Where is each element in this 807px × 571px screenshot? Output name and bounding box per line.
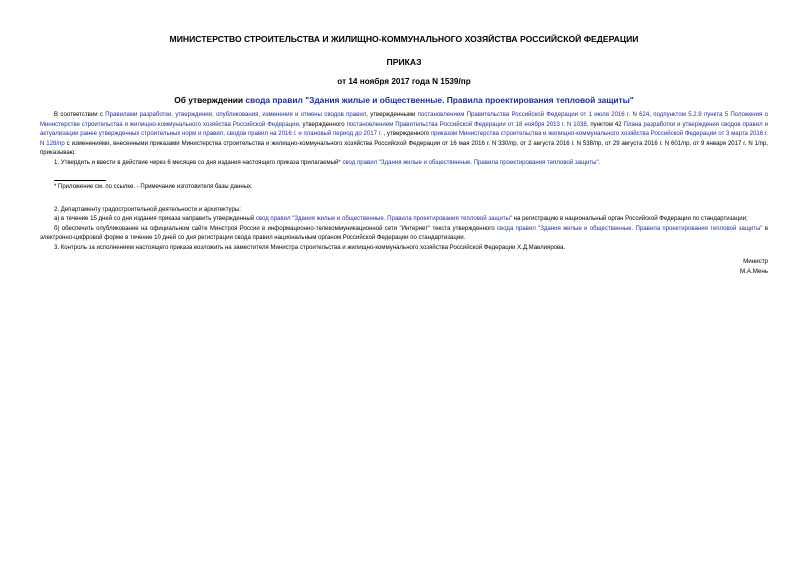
preamble-text: , пунктом 42: [586, 121, 624, 128]
preamble-text: , утвержденного: [381, 131, 431, 138]
link-order-128[interactable]: приказом Министерства строительства и жилищно-коммунального хозяйства Российской Федерации от 3 марта 2016 г. N 128/пр: [40, 131, 768, 147]
item-2a-text: на регистрацию в национальный орган Российской Федерации по стандартизации;: [512, 216, 748, 223]
order-title-prefix: Об утверждении: [174, 95, 246, 105]
preamble-text: с изменениями, внесенными приказами Министерства строительства и жилищно-коммунального хозяйства Российской Федерации от 16 мая 2016 г. N 330/пр, от 2 августа 2016 г. N 538/пр, от 29 августа 2016 г. N 601/пр, от 9 января 2017 г. N 1/пр, приказываю:: [40, 140, 768, 157]
preamble-text: ,: [649, 112, 654, 118]
preamble-paragraph: [40, 111, 768, 159]
order-date-number: от 14 ноября 2017 года N 1539/пр: [337, 77, 471, 86]
signature-name: М.А.Мень: [739, 267, 768, 275]
ministry-heading: МИНИСТЕРСТВО СТРОИТЕЛЬСТВА И ЖИЛИЩНО-КОММУНАЛЬНОГО ХОЗЯЙСТВА РОССИЙСКОЙ ФЕДЕРАЦИИ: [169, 34, 639, 44]
preamble-text: В соответствии с: [54, 112, 106, 118]
item-2b-paragraph: [40, 225, 768, 244]
item-1-paragraph: [40, 159, 768, 169]
signature-block: [40, 257, 768, 277]
link-regulation[interactable]: подпунктом 5.2.9 пункта 5 Положения о Министерстве строительства и жилищно-коммунального хозяйства Российской Федерации: [40, 112, 768, 128]
item-2a-paragraph: [40, 215, 768, 225]
document-body: [40, 111, 768, 277]
order-heading: ПРИКАЗ: [386, 57, 422, 67]
item-2-intro: 2. Департаменту градостроительной деятельности и архитектуры:: [54, 206, 241, 213]
link-code-of-rules-2b[interactable]: свода правил "Здания жилые и общественные. Правила проектирования тепловой защиты": [497, 225, 763, 232]
signature-position: Министр: [743, 257, 768, 265]
footnote: * Приложение см. по ссылке. - Примечание изготовителя базы данных.: [54, 183, 253, 190]
item-1-text: 1. Утвердить и ввести в действие через 6 месяцев со дня издания настоящего приказа прилагаемый*: [54, 159, 343, 166]
link-code-of-rules[interactable]: свод правил "Здания жилые и общественные. Правила проектирования тепловой защиты": [342, 159, 599, 166]
preamble-text: , утвержденными: [366, 112, 418, 118]
link-decree-1038[interactable]: постановлением Правительства Российской Федерации от 18 ноября 2013 г. N 1038: [346, 121, 587, 128]
item-2a-text: а) в течение 15 дней со дня издания приказа направить утвержденный: [54, 216, 256, 223]
link-decree-624[interactable]: постановлением Правительства Российской Федерации от 1 июля 2016 г. N 624: [417, 112, 650, 118]
preamble-text: , утвержденного: [298, 121, 347, 128]
item-3-paragraph: 3. Контроль за исполнением настоящего приказа возложить на заместителя Министра строительства и жилищно-коммунального хозяйства Российской Федерации Х.Д.Мавлиярова.: [54, 244, 566, 251]
item-1-text: .: [598, 159, 601, 166]
document-page: [40, 34, 768, 277]
footnote-divider: [54, 180, 106, 181]
link-code-of-rules-2a[interactable]: свод правил "Здания жилые и общественные. Правила проектирования тепловой защиты": [255, 216, 513, 223]
spacer: [40, 192, 768, 206]
link-rules[interactable]: Правилами разработки, утверждения, опубликования, изменения и отмены сводов правил: [105, 112, 367, 118]
item-2b-text: б) обеспечить опубликование на официальном сайте Минстроя России в информационно-телекоммуникационной сети "Интернет" текста утвержденного: [54, 225, 498, 232]
link-plan[interactable]: Плана разработки и утверждения сводов правил и актуализации ранее утвержденных строительных норм и правил, сводов правил на 2016 г. и плановый период до 2017 г.: [40, 121, 768, 138]
item-2b-text: в электронно-цифровой форме в течение 10 дней со дня регистрации свода правил национальным органом Российской Федерации по стандартизации.: [40, 225, 768, 242]
order-title-link[interactable]: свода правил "Здания жилые и общественные. Правила проектирования тепловой защиты": [245, 95, 634, 105]
order-title: [40, 95, 768, 106]
